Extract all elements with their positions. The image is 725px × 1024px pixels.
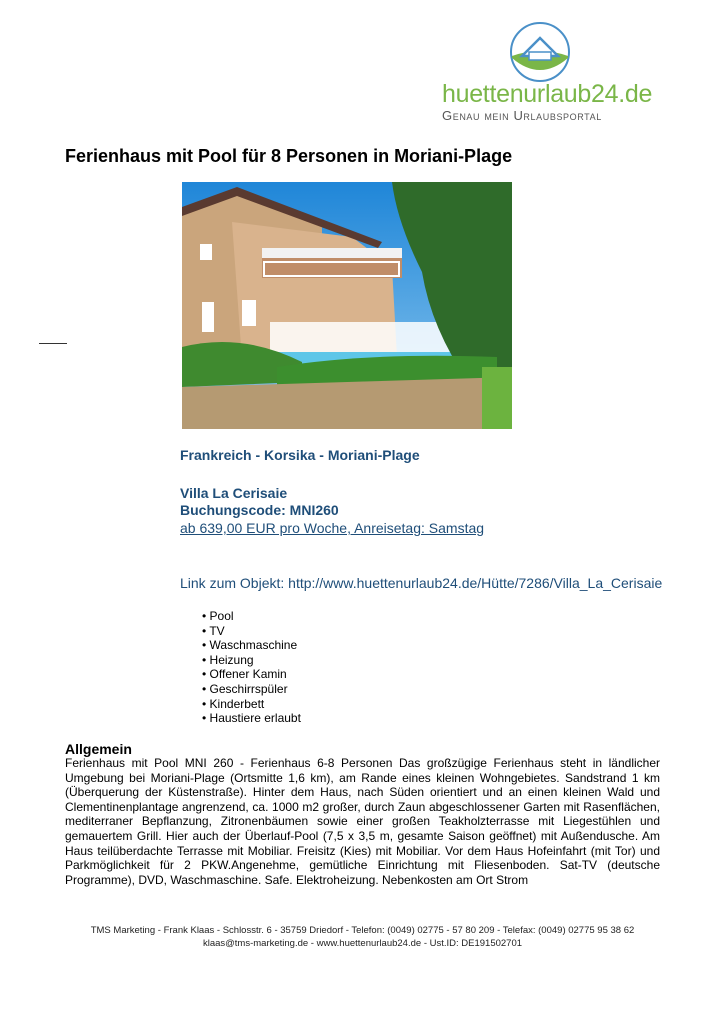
booking-code: Buchungscode: MNI260: [180, 502, 339, 518]
brand-logo[interactable]: [440, 22, 660, 132]
footer-address: TMS Marketing - Frank Klaas - Schlosstr. 6 - 35759 Driedorf - Telefon: (0049) 02775 - 57 80 209 - Telefax: (0049) 02775 95 38 62: [90, 925, 635, 936]
margin-rule: [39, 343, 67, 344]
page-footer: [0, 924, 725, 950]
section-heading: Allgemein: [65, 741, 132, 757]
listing-region: Frankreich - Korsika - Moriani-Plage: [180, 447, 420, 463]
object-link[interactable]: Link zum Objekt: http://www.huettenurlaub24.de/Hütte/7286/Villa_La_Cerisaie: [180, 575, 663, 591]
brand-name: huettenurlaub24.de: [442, 80, 653, 108]
feature-item: • Offener Kamin: [202, 667, 301, 682]
house-logo-icon: [510, 22, 570, 82]
footer-contact: klaas@tms-marketing.de - www.huettenurlaub24.de - Ust.ID: DE191502701: [202, 938, 523, 949]
feature-item: • Kinderbett: [202, 697, 301, 712]
description-text: Ferienhaus mit Pool MNI 260 - Ferienhaus 6-8 Personen Das großzügige Ferienhaus steht in ländlicher Umgebung bei Moriani-Plage (Ortsmitte 1,6 km), am Rande eines kleinen Wohngebietes. Sandstrand 1 km (Überquerung der Küstenstraße). Hinter dem Haus, nach Süden orientiert und an einen kleinen Wald und Clementinenplantage angrenzend, ca. 1000 m2 großer, durch Zaun abgeschlossener Garten mit Rasenflächen, mediterraner Bepflanzung, Zitronenbäumen sowie einer großen Teakholzterrasse mit Liegestühlen und gemauertem Grill. Hier auch der Überlauf-Pool (7,5 x 3,5 m, gesamte Saison geöffnet) mit Außendusche. Am Haus teilüberdachte Terrasse mit Mobiliar. Freisitz (Kies) mit Mobiliar. Vor dem Haus Hofeinfahrt (mit Tor) und Parkmöglichkeit für 2 PKW.Angenehme, gemütliche Einrichtung mit Fliesenboden. Sat-TV (deutsche Programme), DVD, Waschmaschine. Safe. Elektroheizung. Nebenkosten am Ort Strom: [65, 756, 660, 887]
listing-name: Villa La Cerisaie: [180, 485, 288, 501]
feature-item: • Haustiere erlaubt: [202, 711, 301, 726]
features-list: [202, 609, 301, 726]
feature-item: • Heizung: [202, 653, 301, 668]
feature-item: • Waschmaschine: [202, 638, 301, 653]
price-link[interactable]: ab 639,00 EUR pro Woche, Anreisetag: Samstag: [180, 520, 485, 536]
brand-tagline: Genau mein Urlaubsportal: [442, 108, 602, 123]
page-title: Ferienhaus mit Pool für 8 Personen in Moriani-Plage: [65, 146, 513, 166]
villa-photo: [182, 182, 512, 429]
feature-item: • Pool: [202, 609, 301, 624]
feature-item: • Geschirrspüler: [202, 682, 301, 697]
feature-item: • TV: [202, 624, 301, 639]
